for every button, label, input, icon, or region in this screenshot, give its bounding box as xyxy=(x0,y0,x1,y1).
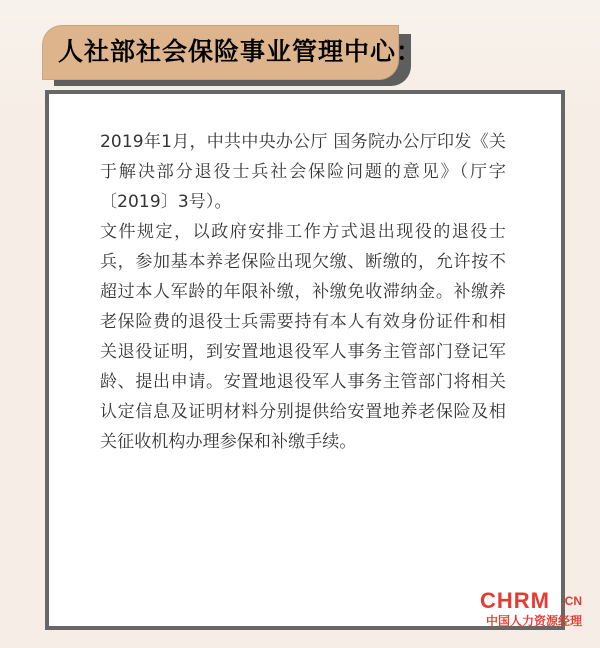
paragraph-2: 文件规定，以政府安排工作方式退出现役的退役士兵，参加基本养老保险出现欠缴、断缴的，允许按不超过本人军龄的年限补缴，补缴免收滞纳金。补缴养老保险费的退役士兵需要持有本人有效身份证件和相关退役证明，到安置地退役军人事务主管部门登记军龄、提出申请。安置地退役军人事务主管部门将相关认定信息及证明材料分别提供给安置地养老保险及相关征收机构办理参保和补缴手续。 xyxy=(100,222,506,452)
watermark-suffix: .CN xyxy=(561,594,582,608)
watermark-brand: CHRM xyxy=(480,588,550,613)
watermark xyxy=(472,588,582,630)
paragraph-1: 2019年1月，中共中央办公厅 国务院办公厅印发《关于解决部分退役士兵社会保险问题的意见》（厅字〔2019〕3号）。 xyxy=(100,132,506,212)
article-body xyxy=(100,127,506,457)
page-title: 人社部社会保险事业管理中心： xyxy=(58,37,423,66)
watermark-subtitle: 中国人力资源经理 xyxy=(485,614,582,628)
